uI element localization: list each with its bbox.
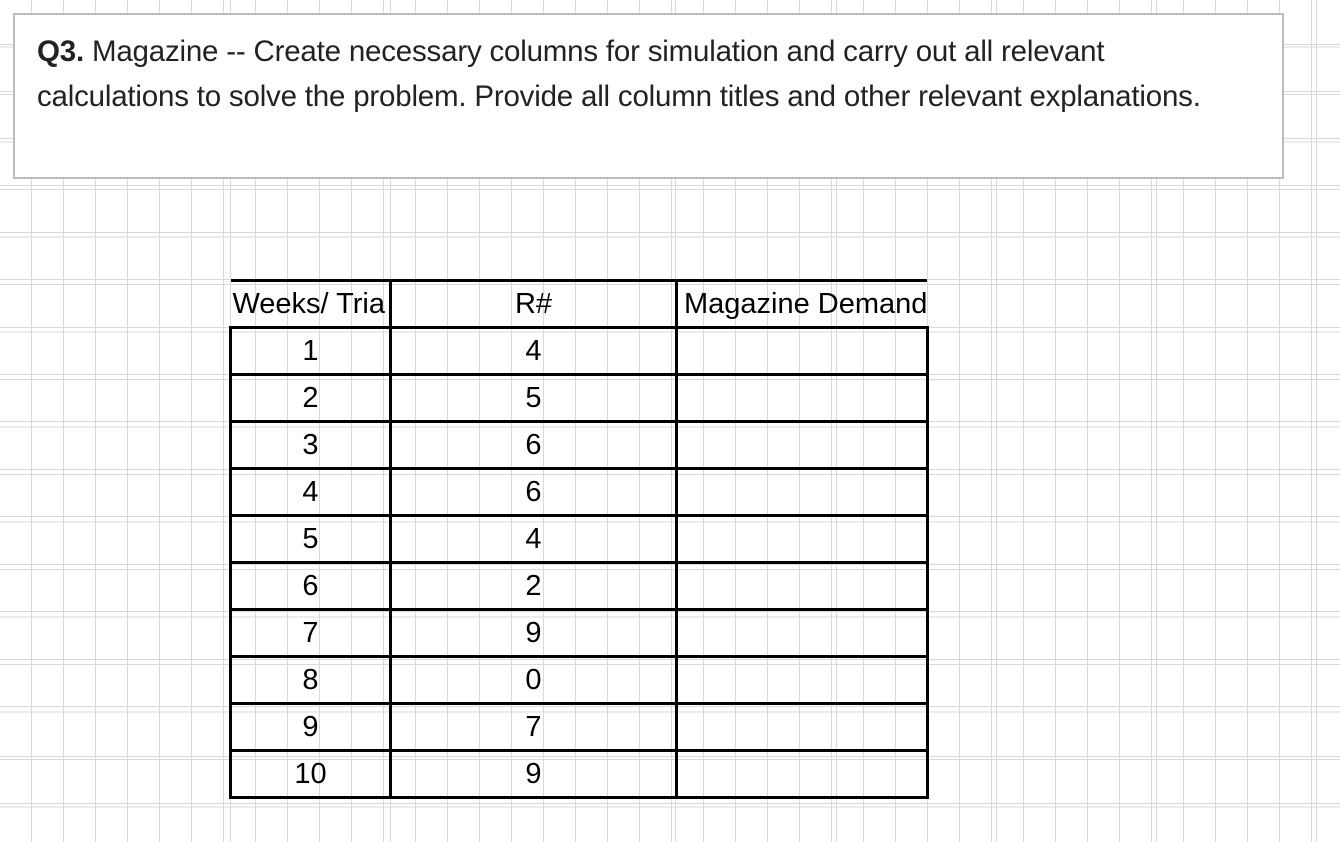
header-magazine-demand[interactable]: [677, 281, 928, 328]
demand-cell[interactable]: [677, 375, 928, 422]
demand-cell[interactable]: [677, 516, 928, 563]
gridline: [0, 803, 1340, 804]
random-number-cell[interactable]: 2: [391, 563, 677, 610]
week-cell[interactable]: 10: [231, 751, 391, 798]
question-text-box[interactable]: [13, 13, 1284, 179]
demand-cell[interactable]: [677, 328, 928, 375]
table-row: [231, 328, 928, 375]
demand-cell[interactable]: [677, 657, 928, 704]
table-row: [231, 563, 928, 610]
gridline: [0, 232, 1340, 233]
week-cell[interactable]: 2: [231, 375, 391, 422]
random-number-cell[interactable]: 4: [391, 516, 677, 563]
table-row: [231, 516, 928, 563]
demand-cell[interactable]: [677, 751, 928, 798]
week-cell[interactable]: 3: [231, 422, 391, 469]
week-cell[interactable]: 8: [231, 657, 391, 704]
random-number-cell[interactable]: 0: [391, 657, 677, 704]
question-label: Q3.: [37, 35, 84, 68]
header-random-number[interactable]: R#: [391, 281, 677, 328]
table-row: [231, 375, 928, 422]
random-number-cell[interactable]: 6: [391, 422, 677, 469]
week-cell[interactable]: 5: [231, 516, 391, 563]
header-weeks-trial[interactable]: Weeks/ Tria: [231, 281, 391, 328]
demand-cell[interactable]: [677, 422, 928, 469]
header-magazine-demand-label: Magazine Demand: [684, 287, 928, 320]
demand-cell[interactable]: [677, 469, 928, 516]
demand-cell[interactable]: [677, 563, 928, 610]
random-number-cell[interactable]: 9: [391, 610, 677, 657]
random-number-cell[interactable]: 9: [391, 751, 677, 798]
question-text: Magazine -- Create necessary columns for simulation and carry out all relevant calculations to solve the problem. Provide all column titles and other relevant explanations.: [37, 35, 1201, 113]
week-cell[interactable]: 9: [231, 704, 391, 751]
random-number-cell[interactable]: 6: [391, 469, 677, 516]
random-number-cell[interactable]: 4: [391, 328, 677, 375]
table-header-row: [231, 281, 928, 328]
week-cell[interactable]: 1: [231, 328, 391, 375]
week-cell[interactable]: 4: [231, 469, 391, 516]
demand-cell[interactable]: [677, 704, 928, 751]
week-cell[interactable]: 6: [231, 563, 391, 610]
demand-cell[interactable]: [677, 610, 928, 657]
table-row: [231, 657, 928, 704]
random-number-cell[interactable]: 7: [391, 704, 677, 751]
simulation-table: [229, 279, 929, 799]
table-row: [231, 610, 928, 657]
table-row: [231, 751, 928, 798]
table-row: [231, 704, 928, 751]
table-row: [231, 469, 928, 516]
week-cell[interactable]: 7: [231, 610, 391, 657]
table-row: [231, 422, 928, 469]
gridline: [0, 185, 1340, 186]
random-number-cell[interactable]: 5: [391, 375, 677, 422]
